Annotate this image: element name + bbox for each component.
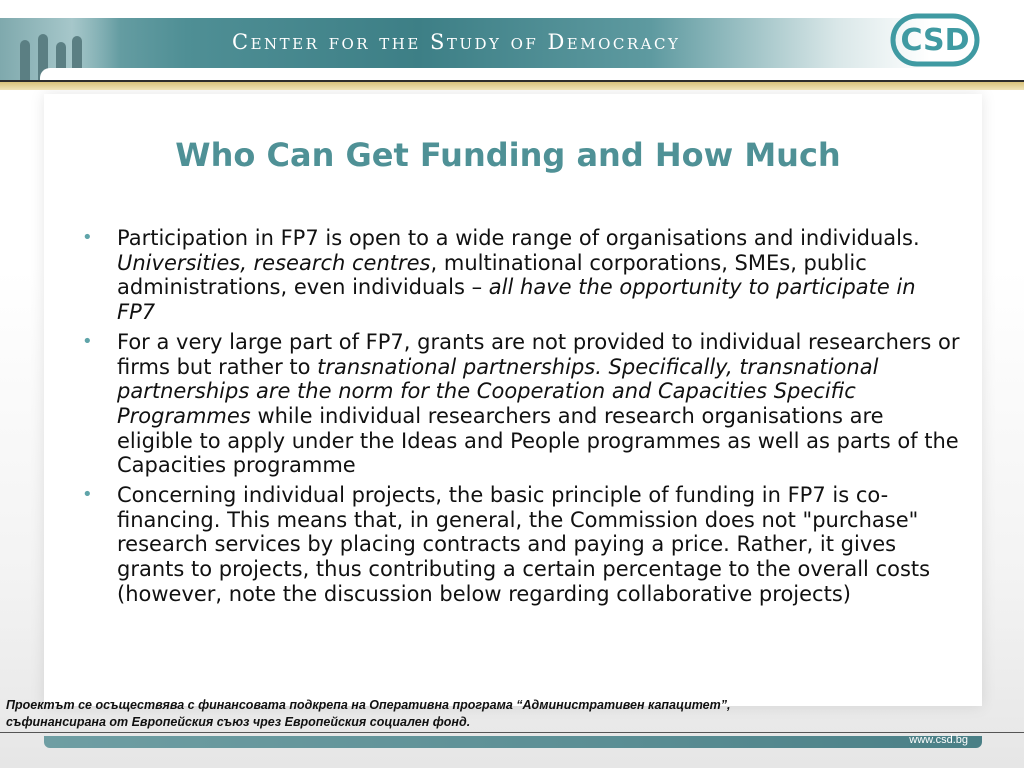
- footer-bar: [44, 736, 982, 748]
- bullet-text-run: Concerning individual projects, the basic principle of funding in FP7 is co-financing. This means that, in general, the Commission does not "purchase" research services by placing contracts and paying a price. Rather, it gives grants to projects, thus contributing a certain percentage to the overall costs (however, note the discussion below regarding collaborative projects): [117, 483, 931, 606]
- bullet-list: [80, 226, 960, 612]
- footer-rule: [0, 732, 1024, 733]
- website-url[interactable]: www.csd.bg: [909, 734, 968, 746]
- header-notch: [40, 68, 1024, 80]
- bullet-item: [80, 483, 960, 607]
- bullet-text-run: while individual researchers and research organisations are eligible to apply under the Ideas and People programmes as well as parts of the Capacities programme: [117, 403, 959, 478]
- header-gold-rule: [0, 82, 1024, 90]
- slide-header: [0, 0, 1024, 90]
- bullet-icon: •: [82, 227, 93, 248]
- slide-title: Who Can Get Funding and How Much: [175, 136, 841, 174]
- bullet-item: [80, 330, 960, 478]
- funding-note-line-2: съфинансирана от Европейския съюз чрез Европейския социален фонд.: [6, 715, 471, 729]
- bullet-text-run: transnational partnerships. Specifically, transnational partnerships are the norm for the Cooperation and Capacities Specific Programmes: [117, 354, 879, 428]
- csd-logo: [890, 12, 980, 68]
- funding-note-line-1: Проектът се осъществява с финансовата подкрепа на Оперативна програма “Административен капацитет”,: [6, 698, 731, 712]
- bullet-text-run: For a very large part of FP7, grants are not provided to individual researchers or firms but rather to: [117, 329, 960, 379]
- bullet-icon: •: [82, 484, 93, 506]
- bullet-icon: •: [82, 330, 93, 352]
- organization-name: Center for the Study of Democracy: [232, 30, 681, 54]
- bullet-text-run: , multinational corporations, SMEs, public administrations, even individuals –: [117, 250, 867, 300]
- bullet-text-run: Participation in FP7 is open to a wide range of organisations and individuals.: [117, 226, 920, 250]
- logo-text: CSD: [900, 23, 970, 58]
- bullet-text-run: all have the opportunity to participate in FP7: [117, 275, 916, 325]
- bullet-text-run: Universities, research centres: [117, 250, 431, 275]
- funding-note: [6, 697, 906, 731]
- bullet-item: [80, 226, 960, 325]
